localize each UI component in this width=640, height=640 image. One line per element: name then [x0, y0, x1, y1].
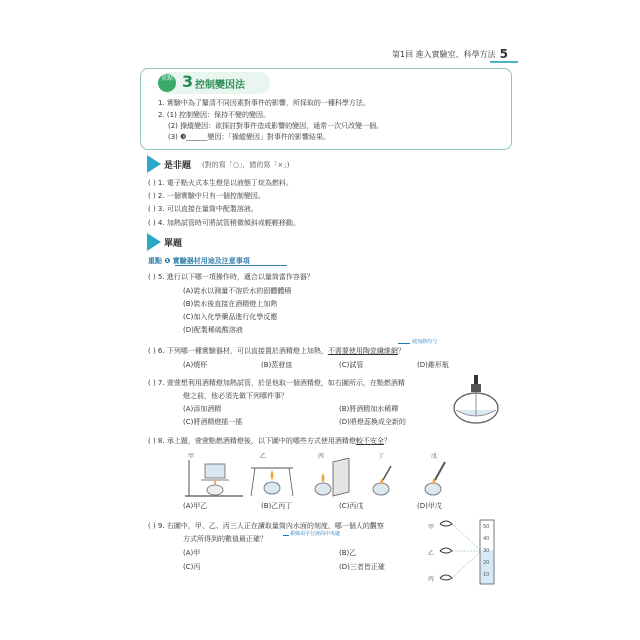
- q6-option-c: (C)試管: [339, 361, 364, 369]
- lamp-neck-icon: [471, 384, 481, 392]
- q8-lamp-usage-figures: [183, 458, 463, 498]
- q9-callout-line: [283, 535, 289, 536]
- q9-stem-line-2: 方式所得到的數值最正確？: [183, 535, 267, 543]
- section-arrow-icon: [147, 233, 161, 251]
- q9-option-a: (A)甲: [183, 549, 201, 557]
- q5-option-a: (A)裝水以測量不溶於水的固體體積: [183, 287, 292, 295]
- eye-jia-icon: [440, 521, 452, 526]
- multiple-choice-subheading: 重點 ❶ 實驗器材用途及注意事項: [148, 257, 250, 265]
- true-false-title: 是非題: [164, 161, 192, 171]
- q6-option-b: (B)蒸發皿: [261, 361, 293, 369]
- tf-item-3: ( ) 3. 可以直接在量筒中配製溶液。: [148, 205, 258, 213]
- page-number: 5: [499, 47, 508, 61]
- q5-option-d: (D)配製稀硫酸溶液: [183, 326, 243, 334]
- sightline-bing: [452, 552, 480, 578]
- q9-callout: 視線須平行液面中央處: [290, 531, 341, 537]
- q9-stem-line-1: ( ) 9. 右圖中，甲、乙、丙三人正在讀取量筒內水面的刻度，哪一個人的觀察: [148, 522, 384, 530]
- q6-callout-line: [398, 343, 410, 344]
- q8-option-a: (A)甲乙: [183, 502, 208, 510]
- q5-option-b: (B)裝水後直接在酒精燈上加熱: [183, 300, 278, 308]
- lamp-cap-icon: [474, 375, 478, 385]
- tf-item-1: ( ) 1. 電子點火式本生燈是以液態丁烷為燃料。: [148, 179, 293, 187]
- q6-callout: 使加熱均勻: [412, 339, 438, 345]
- eye-bing-icon: [440, 575, 452, 580]
- true-false-note: (對的寫「○」，錯的寫「×」): [202, 161, 290, 169]
- header-accent-line: [490, 61, 518, 63]
- figure-ding-icon: [373, 466, 391, 495]
- q7-stem-line-1: ( ) 7. 萱萱想利用酒精燈加熱試管，於是他取一個酒精燈，如右圖所示，在點燃酒精: [148, 379, 405, 387]
- q8-option-d: (D)甲戊: [417, 502, 442, 510]
- alcohol-lamp-figure: [446, 372, 506, 428]
- q9-observer-jia: 甲: [428, 524, 435, 531]
- figure-jia-icon: [185, 460, 243, 496]
- multiple-choice-title: 單題: [164, 239, 183, 249]
- key-point-title: 控制變因法: [195, 80, 245, 91]
- q8-figure-label-yi: 乙: [260, 453, 267, 460]
- key-point-line-2: 2. (1) 控制變因：保持不變的變因。: [158, 111, 271, 119]
- q8-figure-label-bing: 丙: [318, 453, 325, 460]
- q8-stem: [148, 436, 391, 446]
- chapter-title: 第1回 進入實驗室、科學方法: [392, 50, 496, 59]
- key-point-line-1: 1. 實驗中為了釐清不同因素對事件的影響，所採取的一種科學方法。: [158, 99, 370, 107]
- q7-option-c: (C)將酒精燈搖一搖: [183, 418, 243, 426]
- q7-option-a: (A)添加酒精: [183, 405, 222, 413]
- sightline-jia: [452, 524, 480, 550]
- q6-stem-end: ？: [397, 347, 405, 355]
- q9-eye-figure: [436, 516, 516, 588]
- tf-item-4: ( ) 4. 加熱試管時可將試管稍微傾斜或輕輕移動。: [148, 219, 300, 227]
- q7-option-b: (B)將酒精加水稀釋: [339, 405, 399, 413]
- q8-stem-emphasis: 較不安全: [355, 437, 384, 445]
- q6-stem: [148, 346, 405, 356]
- key-point-tag: 重點: [158, 74, 176, 92]
- q6-option-d: (D)錐形瓶: [417, 361, 449, 369]
- q6-stem-emphasis: 不需要使用陶瓷纖維網: [327, 347, 398, 355]
- q8-stem-text: ( ) 8. 承上題，萱萱點燃酒精燈後，以下圖中的哪些方式使用酒精燈: [148, 437, 356, 445]
- q9-option-d: (D)三者皆正確: [339, 563, 385, 571]
- q6-stem-text: ( ) 6. 下列哪一種實驗器材，可以直接置於酒精燈上加熱，: [148, 347, 328, 355]
- scale-mark-20: 20: [483, 560, 490, 566]
- q5-stem: ( ) 5. 進行以下哪一項操作時，適合以量筒當作容器？: [148, 273, 314, 281]
- key-point-line-3: (2) 操縱變因：欲探討對事件造成影響的變因，通常一次只改變一個。: [168, 122, 384, 130]
- subheading-underline: [175, 265, 287, 266]
- scale-mark-30: 30: [483, 548, 490, 554]
- key-point-line-4: (3) ❸______變因：「操縱變因」對事件的影響結果。: [168, 133, 330, 141]
- tf-item-2: ( ) 2. 一個實驗中只有一個控制變因。: [148, 192, 265, 200]
- q8-stem-end: ？: [383, 437, 391, 445]
- q8-figure-label-wu: 戊: [431, 453, 438, 460]
- q5-option-c: (C)加入化學藥品進行化學反應: [183, 313, 278, 321]
- section-arrow-icon: [147, 155, 161, 173]
- figure-wu-icon: [425, 462, 445, 495]
- q9-option-b: (B)乙: [339, 549, 357, 557]
- q7-option-d: (D)將燈蕊換成全新的: [339, 418, 406, 426]
- q6-option-a: (A)燒杯: [183, 361, 208, 369]
- scale-mark-50: 50: [483, 524, 490, 530]
- page-header: [392, 46, 514, 60]
- scale-mark-40: 40: [483, 536, 490, 542]
- q8-figure-label-ding: 丁: [378, 453, 385, 460]
- q7-stem-line-2: 燈之前，他必須先做下列哪件事？: [183, 392, 288, 400]
- q9-observer-bing: 丙: [428, 576, 435, 583]
- figure-bing-icon: [315, 458, 349, 496]
- key-point-number: 3: [182, 72, 194, 91]
- figure-yi-icon: [251, 468, 293, 496]
- q8-option-b: (B)乙丙丁: [261, 502, 293, 510]
- q8-option-c: (C)丙戊: [339, 502, 364, 510]
- q8-figure-label-jia: 甲: [188, 453, 195, 460]
- scale-mark-10: 10: [483, 572, 490, 578]
- q9-observer-yi: 乙: [428, 550, 435, 557]
- cylinder-water-icon: [481, 550, 494, 584]
- eye-yi-icon: [440, 548, 452, 553]
- q9-option-c: (C)丙: [183, 563, 201, 571]
